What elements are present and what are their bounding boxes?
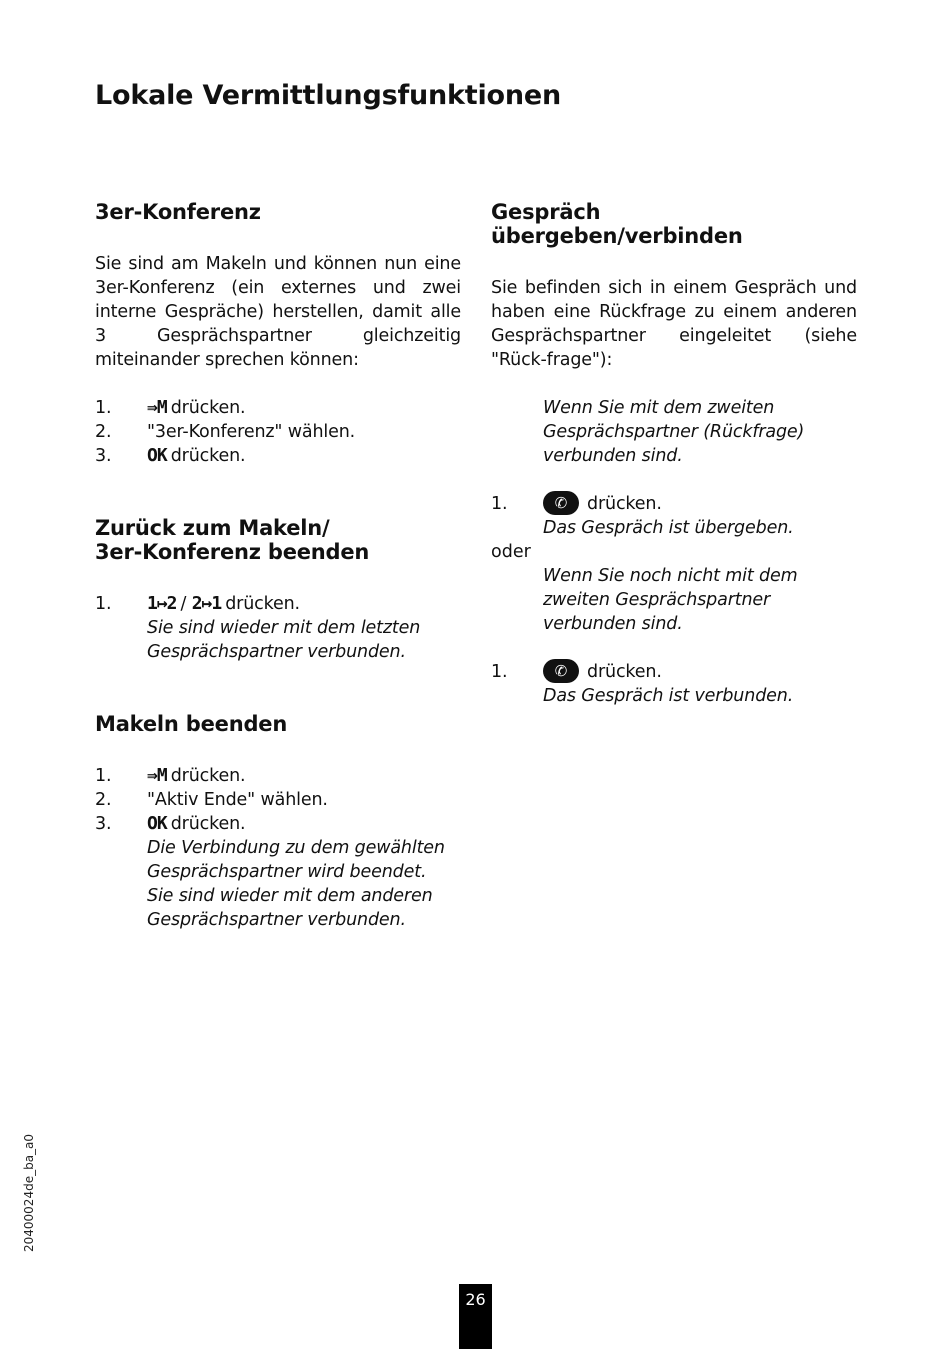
step-number: 3. (95, 446, 112, 466)
zurueck-step-1 (95, 592, 461, 616)
result-line: Gesprächspartner wird beendet. (147, 862, 427, 882)
step-number: 1. (491, 494, 508, 514)
right-column (491, 200, 857, 708)
beenden-result (95, 836, 461, 932)
beenden-step-3 (95, 812, 461, 836)
konferenz-intro: Sie sind am Makeln und können nun eine 3er-Konferenz (ein externes und zwei interne Gespräche) herstellen, damit alle 3 Gesprächspartner gleichzeitig miteinander sprechen können: (95, 254, 461, 370)
condition-line: Gesprächspartner (Rückfrage) (543, 422, 805, 442)
result-line: Gesprächspartner verbunden. (147, 642, 406, 662)
condition-line: verbunden sind. (543, 614, 683, 634)
section-heading-uebergeben: Gespräch übergeben/verbinden (491, 200, 743, 248)
key-separator: / (180, 594, 187, 614)
step-text: "Aktiv Ende" wählen. (147, 790, 328, 810)
case-2-condition (491, 564, 857, 636)
page-number: 26 (459, 1284, 492, 1349)
verbinden-step-1 (491, 660, 857, 684)
condition-line: Wenn Sie mit dem zweiten (543, 398, 775, 418)
beenden-step-2 (95, 788, 461, 812)
step-text: drücken. (170, 814, 246, 834)
step-number: 1. (95, 766, 112, 786)
step-number: 1. (95, 594, 112, 614)
section-heading-makeln-beenden: Makeln beenden (95, 712, 288, 736)
result-line: Die Verbindung zu dem gewählten (147, 838, 445, 858)
result-line: Sie sind wieder mit dem letzten (147, 618, 421, 638)
section-heading-3er-konferenz: 3er-Konferenz (95, 200, 261, 224)
heading-line: 3er-Konferenz beenden (95, 540, 370, 564)
ok-key-icon: OK (147, 445, 167, 466)
switch-1-2-key-icon: 1↦2 (147, 593, 177, 614)
uebergeben-step-1 (491, 492, 857, 516)
konferenz-step-1 (95, 396, 461, 420)
case-1-condition (491, 396, 857, 468)
step-text: drücken. (170, 398, 246, 418)
page-title: Lokale Vermittlungsfunktionen (95, 80, 562, 111)
condition-line: zweiten Gesprächspartner (543, 590, 771, 610)
step-number: 1. (95, 398, 112, 418)
beenden-step-1 (95, 764, 461, 788)
document-code: 20400024de_ba_a0 (22, 1133, 36, 1252)
step-text: drücken. (170, 766, 246, 786)
handset-icon: ✆ (543, 491, 579, 515)
step-number: 2. (95, 790, 112, 810)
result-line: Gesprächspartner verbunden. (147, 910, 406, 930)
step-number: 2. (95, 422, 112, 442)
section-heading-zurueck (95, 516, 461, 564)
step-number: 3. (95, 814, 112, 834)
condition-line: verbunden sind. (543, 446, 683, 466)
left-column (95, 200, 461, 932)
step-1-result: Das Gespräch ist übergeben. (543, 518, 794, 538)
konferenz-step-3 (95, 444, 461, 468)
condition-line: Wenn Sie noch nicht mit dem (543, 566, 798, 586)
uebergeben-intro: Sie befinden sich in einem Gespräch und haben eine Rückfrage zu einem anderen Gesprächspartner eingeleitet (siehe "Rück-frage"): (491, 278, 857, 370)
step-text: "3er-Konferenz" wählen. (147, 422, 356, 442)
makeln-key-icon: ⇛M (147, 397, 167, 418)
ok-key-icon: OK (147, 813, 167, 834)
konferenz-step-2 (95, 420, 461, 444)
oder-label: oder (491, 542, 531, 562)
zurueck-result (95, 616, 461, 664)
step-number: 1. (491, 662, 508, 682)
step-text: drücken. (587, 662, 662, 682)
handset-icon: ✆ (543, 659, 579, 683)
makeln-key-icon: ⇛M (147, 765, 167, 786)
step-text: drücken. (225, 594, 300, 614)
step-text: drücken. (170, 446, 246, 466)
step-2-result: Das Gespräch ist verbunden. (543, 686, 794, 706)
switch-2-1-key-icon: 2↦1 (191, 593, 222, 614)
heading-line: Zurück zum Makeln/ (95, 516, 330, 540)
result-line: Sie sind wieder mit dem anderen (147, 886, 433, 906)
step-text: drücken. (587, 494, 662, 514)
